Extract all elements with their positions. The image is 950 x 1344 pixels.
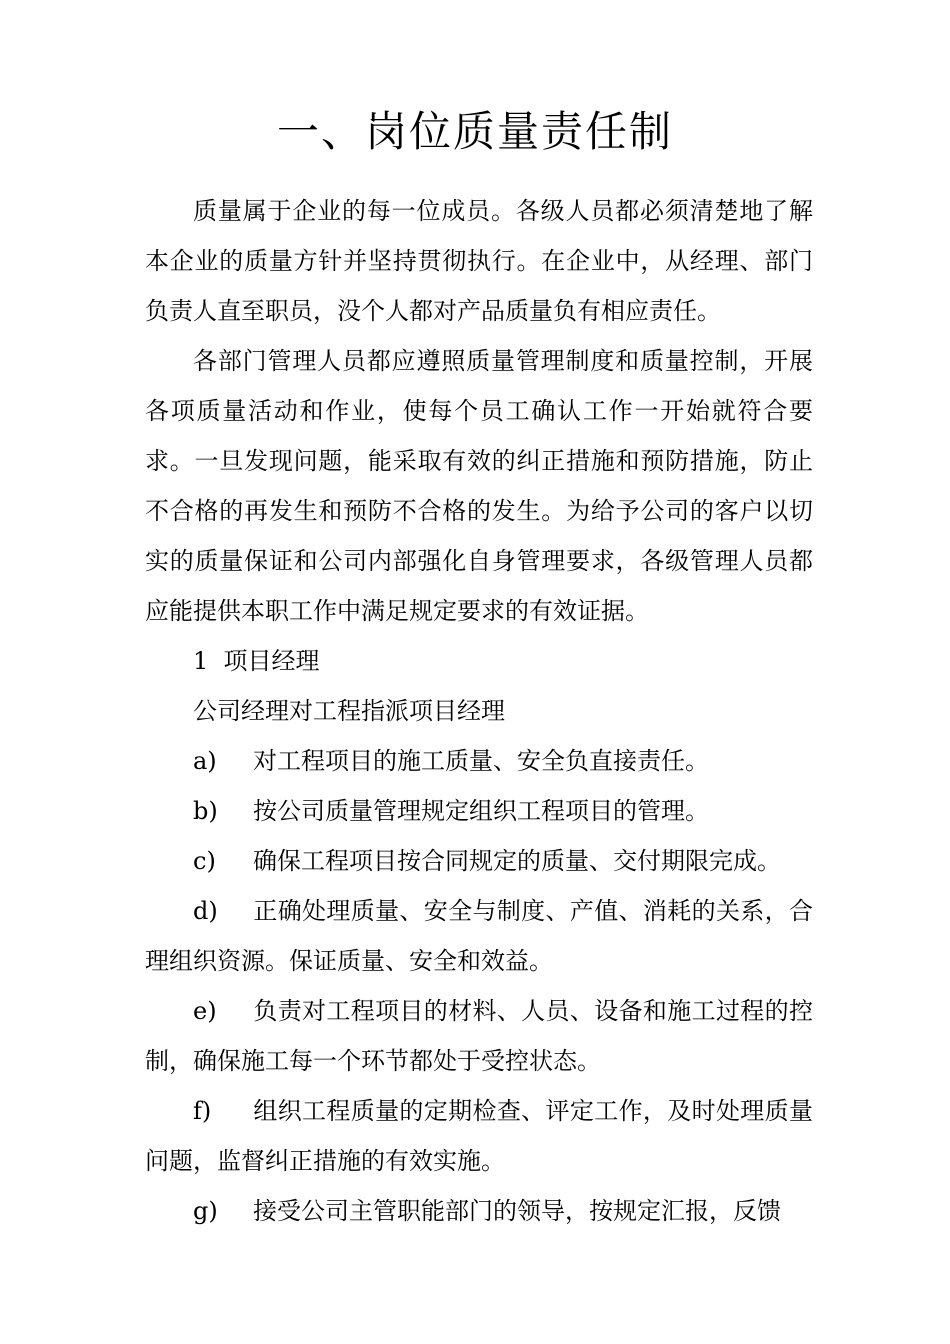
section-heading: 1 项目经理 xyxy=(193,647,320,675)
document-title: 一、岗位质量责任制 xyxy=(276,107,673,156)
section-intro: 公司经理对工程指派项目经理 xyxy=(193,697,505,725)
list-marker: f) xyxy=(193,1097,212,1125)
list-item-g xyxy=(145,1186,813,1236)
document-body xyxy=(145,186,813,1236)
paragraph-1: 质量属于企业的每一位成员。各级人员都必须清楚地了解本企业的质量方针并坚持贯彻执行。在企业中，从经理、部门负责人直至职员，没个人都对产品质量负有相应责任。 xyxy=(145,197,813,325)
list-item-text: 组织工程质量的定期检查、评定工作，及时处理质量问题，监督纠正措施的有效实施。 xyxy=(145,1097,813,1175)
list-item-text: 确保工程项目按合同规定的质量、交付期限完成。 xyxy=(253,847,781,875)
list-item-e xyxy=(145,986,813,1086)
list-item-text: 正确处理质量、安全与制度、产值、消耗的关系，合理组织资源。保证质量、安全和效益。 xyxy=(145,897,813,975)
list-item-b xyxy=(145,786,813,836)
list-item-c xyxy=(145,836,813,886)
list-item-text: 按公司质量管理规定组织工程项目的管理。 xyxy=(253,797,709,825)
paragraph-2: 各部门管理人员都应遵照质量管理制度和质量控制，开展各项质量活动和作业，使每个员工确认工作一开始就符合要求。一旦发现问题，能采取有效的纠正措施和预防措施，防止不合格的再发生和预防不合格的发生。为给予公司的客户以切实的质量保证和公司内部强化自身管理要求，各级管理人员都应能提供本职工作中满足规定要求的有效证据。 xyxy=(145,347,813,625)
list-item-text: 接受公司主管职能部门的领导，按规定汇报，反馈 xyxy=(253,1197,781,1225)
list-item-a xyxy=(145,736,813,786)
list-item-d xyxy=(145,886,813,986)
list-item-text: 负责对工程项目的材料、人员、设备和施工过程的控制，确保施工每一个环节都处于受控状态。 xyxy=(145,997,813,1075)
list-item-f xyxy=(145,1086,813,1186)
list-marker: e) xyxy=(193,997,217,1025)
list-item-text: 对工程项目的施工质量、安全负直接责任。 xyxy=(253,747,709,775)
list-marker: d) xyxy=(193,897,218,925)
list-marker: g) xyxy=(193,1197,218,1225)
list-marker: b) xyxy=(193,797,218,825)
list-marker: a) xyxy=(193,747,217,775)
list-marker: c) xyxy=(193,847,216,875)
